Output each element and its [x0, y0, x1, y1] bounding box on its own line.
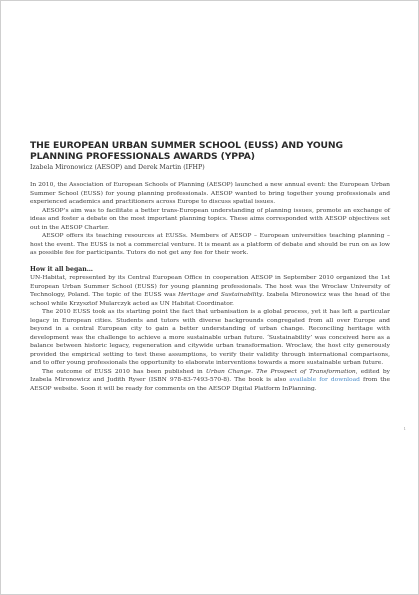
text-run: UN-Habitat, represented by its Central European Office in cooperation AESOP in September 2010 organized the 1st European Urban Summer School (EUSS) for young planning professionals. The host was the Wroclaw University of Technology, Poland. The topic of the EUSS was — [30, 274, 390, 298]
spacer — [30, 172, 390, 181]
text-run: The outcome of EUSS 2010 has been published in — [42, 367, 206, 375]
article — [30, 140, 390, 393]
section-heading: How it all began… — [30, 265, 93, 273]
intro-paragraph-2: AESOP’s aim was to facilitate a better trans-European understanding of planning issues, promote an exchange of ideas and foster a debate on the most important planning topics. These aims corresponded with AESOP objectives set out in the AESOP Charter. — [30, 206, 390, 231]
section-paragraph-3 — [30, 368, 390, 394]
spacer — [30, 258, 390, 266]
text-run: from the AESOP website. Soon it will be ready for comments on the AESOP Digital Platform InPlanning. — [30, 376, 390, 392]
italic-title: Heritage and Sustainability — [178, 291, 263, 298]
text-run: . Izabela Mironowicz was the head of the school while Krzysztof Mularczyk acted as UN Habitat Coordinator. — [30, 291, 390, 307]
text-run: , edited by Izabela Mironowicz and Judith Ryser (ISBN 978-83-7493-570-8). The book is also — [30, 367, 391, 383]
article-authors: Izabela Mironowicz (AESOP) and Derek Martin (IFHP) — [30, 164, 205, 171]
intro-paragraph-1: In 2010, the Association of European Schools of Planning (AESOP) launched a new annual event: the European Urban Summer School (EUSS) for young planning professionals. AESOP wanted to bring together young professionals and experienced academics and practitioners across Europe to discuss spatial issues. — [30, 181, 390, 205]
italic-title: Urban Change. The Prospect of Transformation — [205, 367, 356, 375]
section-paragraph-1 — [30, 274, 390, 308]
page-marker: 1 — [403, 426, 406, 431]
intro-paragraph-3: AESOP offers its teaching resources at EUSSs. Members of AESOP – European universities teaching planning – host the event. The EUSS is not a commercial venture. It is meant as a platform of debate and should be run on as low as possible fee for participants. Tutors do not get any fee for their work. — [30, 232, 390, 256]
section-paragraph-2: The 2010 EUSS took as its starting point the fact that urbanisation is a global process, yet it has left a particular legacy in European cities. Students and tutors with diverse backgrounds congregated from all over Europe and beyond in a central European city to gain a better understanding of urban change. Reconciling heritage with development was the challenge to achieve a more sustainable urban future. ‘Sustainability’ was conceived here as a balance between historic legacy, regeneration and citywide urban transformation. Wroclaw, the host city generously provided the empirical setting to test these assumptions, to verify their validity through international comparisons, and to offer young professionals the opportunity to elaborate interventions towards a more sustainable urban future. — [30, 308, 390, 366]
download-link[interactable]: available for download — [289, 376, 360, 383]
article-title: THE EUROPEAN URBAN SUMMER SCHOOL (EUSS) AND YOUNG PLANNING PROFESSIONALS AWARDS (YPPA) — [30, 140, 343, 162]
